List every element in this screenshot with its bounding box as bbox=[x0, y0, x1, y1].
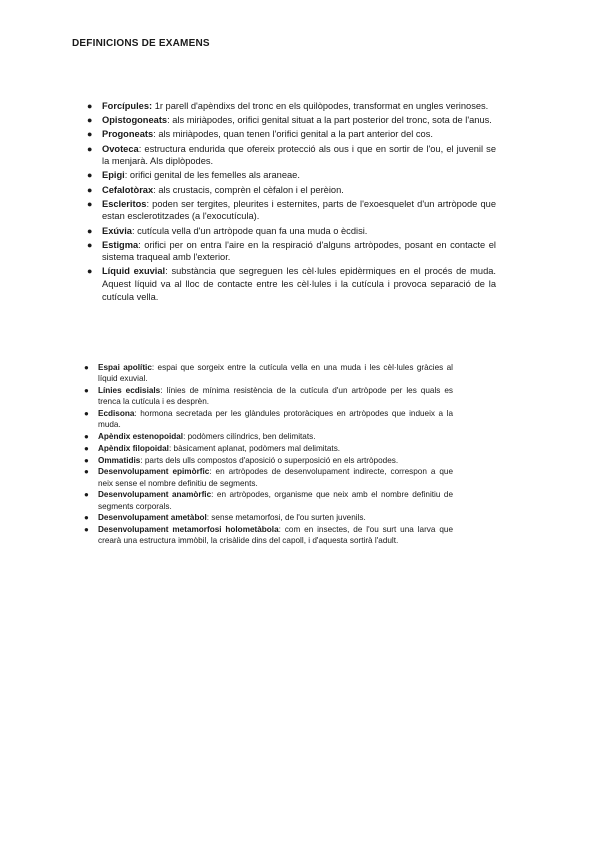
bullet-icon: ● bbox=[84, 386, 89, 395]
term: Líquid exuvial bbox=[102, 266, 166, 277]
definition: : espai que sorgeix entre la cutícula vella en una muda i les cèl·lules gràcies al líquid exuvial. bbox=[98, 363, 453, 384]
bullet-icon: ● bbox=[87, 101, 93, 111]
list-item bbox=[87, 143, 496, 168]
bullet-icon: ● bbox=[84, 363, 89, 372]
list-item bbox=[87, 169, 496, 182]
definition: : en artròpodes de desenvolupament indirecte, correspon a que neix sense el nombre definitiu de segments. bbox=[98, 467, 453, 488]
definition: : als crustacis, comprèn el cèfalon i el perèion. bbox=[153, 184, 344, 195]
bullet-icon: ● bbox=[87, 198, 93, 209]
bullet-icon: ● bbox=[87, 184, 93, 195]
list-item bbox=[87, 225, 496, 238]
bullet-icon: ● bbox=[84, 432, 89, 441]
term: Escleritos bbox=[102, 198, 147, 209]
list-item bbox=[87, 265, 496, 303]
list-item bbox=[84, 385, 453, 407]
bullet-icon: ● bbox=[87, 225, 93, 236]
list-item bbox=[87, 100, 496, 113]
definition: 1r parell d'apèndixs del tronc en els quilòpodes, transformat en ungles verinoses. bbox=[152, 101, 489, 111]
list-item bbox=[87, 128, 496, 141]
definition: : sense metamorfosi, de l'ou surten juvenils. bbox=[206, 513, 366, 523]
definition: : cutícula vella d'un artròpode quan fa una muda o ècdisi. bbox=[131, 225, 368, 236]
list-item bbox=[87, 184, 496, 197]
term: Ecdisona bbox=[98, 409, 135, 418]
term: Ovoteca bbox=[102, 143, 139, 154]
bullet-icon: ● bbox=[84, 409, 89, 418]
list-item bbox=[87, 198, 496, 223]
term: Desenvolupament ametàbol bbox=[98, 513, 207, 523]
list-item bbox=[84, 455, 453, 466]
list-item bbox=[84, 443, 453, 454]
term: Apèndix filopoidal bbox=[98, 443, 169, 453]
term: Estigma bbox=[102, 239, 139, 250]
definition: : estructura endurida que ofereix protecció als ous i que en sortir de l'ou, el juvenil se la menjarà. Als diplòpodes. bbox=[102, 143, 496, 167]
list-item bbox=[87, 114, 496, 127]
bullet-icon: ● bbox=[87, 266, 93, 277]
page-title: DEFINICIONS DE EXAMENS bbox=[72, 38, 210, 49]
bullet-icon: ● bbox=[84, 443, 89, 453]
definition: : orifici per on entra l'aire en la respiració d'alguns artròpodes, posant en contacte el sistema traqueal amb l'exterior. bbox=[102, 239, 496, 263]
definition: : com en insectes, de l'ou surt una larva que crearà una estructura immòbil, la crisàlide dins del capoll, i d'aquesta sortirà l'adult. bbox=[98, 525, 453, 546]
term: Cefalotòrax bbox=[102, 184, 154, 195]
list-item bbox=[84, 489, 453, 511]
bullet-icon: ● bbox=[87, 239, 93, 250]
term: Epigi bbox=[102, 170, 125, 181]
bullet-icon: ● bbox=[87, 129, 93, 140]
list-item bbox=[84, 431, 453, 442]
term: Exúvia bbox=[102, 225, 132, 236]
term: Desenvolupament epimòrfic bbox=[98, 467, 210, 477]
bullet-icon: ● bbox=[84, 455, 89, 465]
bullet-icon: ● bbox=[84, 513, 89, 523]
definition: : podòmers cilíndrics, ben delimitats. bbox=[183, 432, 316, 441]
definitions-list-1 bbox=[87, 100, 496, 305]
bullet-icon: ● bbox=[84, 467, 89, 477]
definition: : als miriàpodes, orifici genital situat a la part posterior del tronc, sota de l'anus. bbox=[167, 115, 492, 126]
term: Desenvolupament metamorfosi holometàbola bbox=[98, 525, 279, 535]
list-item bbox=[84, 512, 453, 523]
term: Apèndix estenopoidal bbox=[98, 432, 184, 441]
list-item bbox=[84, 524, 453, 546]
definition: : hormona secretada per les glàndules protoràciques en artròpodes que indueix a la muda. bbox=[98, 409, 453, 430]
definitions-list-2 bbox=[84, 362, 453, 547]
term: Forcípules: bbox=[102, 101, 153, 111]
bullet-icon: ● bbox=[84, 525, 89, 535]
definition: : bàsicament aplanat, podòmers mal delimitats. bbox=[168, 443, 341, 453]
bullet-icon: ● bbox=[84, 490, 89, 500]
bullet-icon: ● bbox=[87, 115, 93, 126]
bullet-icon: ● bbox=[87, 143, 93, 154]
definition: : parts dels ulls compostos d'aposició o superposició en els artròpodes. bbox=[140, 455, 399, 465]
term: Progoneats bbox=[102, 129, 154, 140]
list-item bbox=[84, 362, 453, 384]
list-item bbox=[84, 466, 453, 488]
term: Ommatidis bbox=[98, 455, 141, 465]
list-item bbox=[84, 408, 453, 430]
term: Desenvolupament anamòrfic bbox=[98, 490, 212, 500]
definition: : orifici genital de les femelles als araneae. bbox=[124, 170, 300, 181]
term: Opistogoneats bbox=[102, 115, 168, 126]
definition: : substància que segreguen les cèl·lules epidèrmiques en el procés de muda. Aquest líquid va al lloc de contacte entre les cèl·lules i la cutícula i provoca separació de la cutícula vella. bbox=[102, 266, 496, 302]
list-item bbox=[87, 239, 496, 264]
definition: : als miriàpodes, quan tenen l'orifici genital a la part anterior del cos. bbox=[153, 129, 433, 140]
term: Espai apolític bbox=[98, 363, 152, 372]
definition: : línies de mínima resistència de la cutícula d'un artròpode per les quals es trenca la cutícula i es desprèn. bbox=[98, 386, 453, 407]
definition: : poden ser tergites, pleurites i esternites, parts de l'exoesquelet d'un artròpode que estan esclerotitzades (a l'exocutícula). bbox=[102, 198, 496, 222]
definition: : en artròpodes, organisme que neix amb el nombre definitiu de segments corporals. bbox=[98, 490, 453, 511]
bullet-icon: ● bbox=[87, 170, 93, 181]
term: Línies ecdisials bbox=[98, 386, 161, 395]
